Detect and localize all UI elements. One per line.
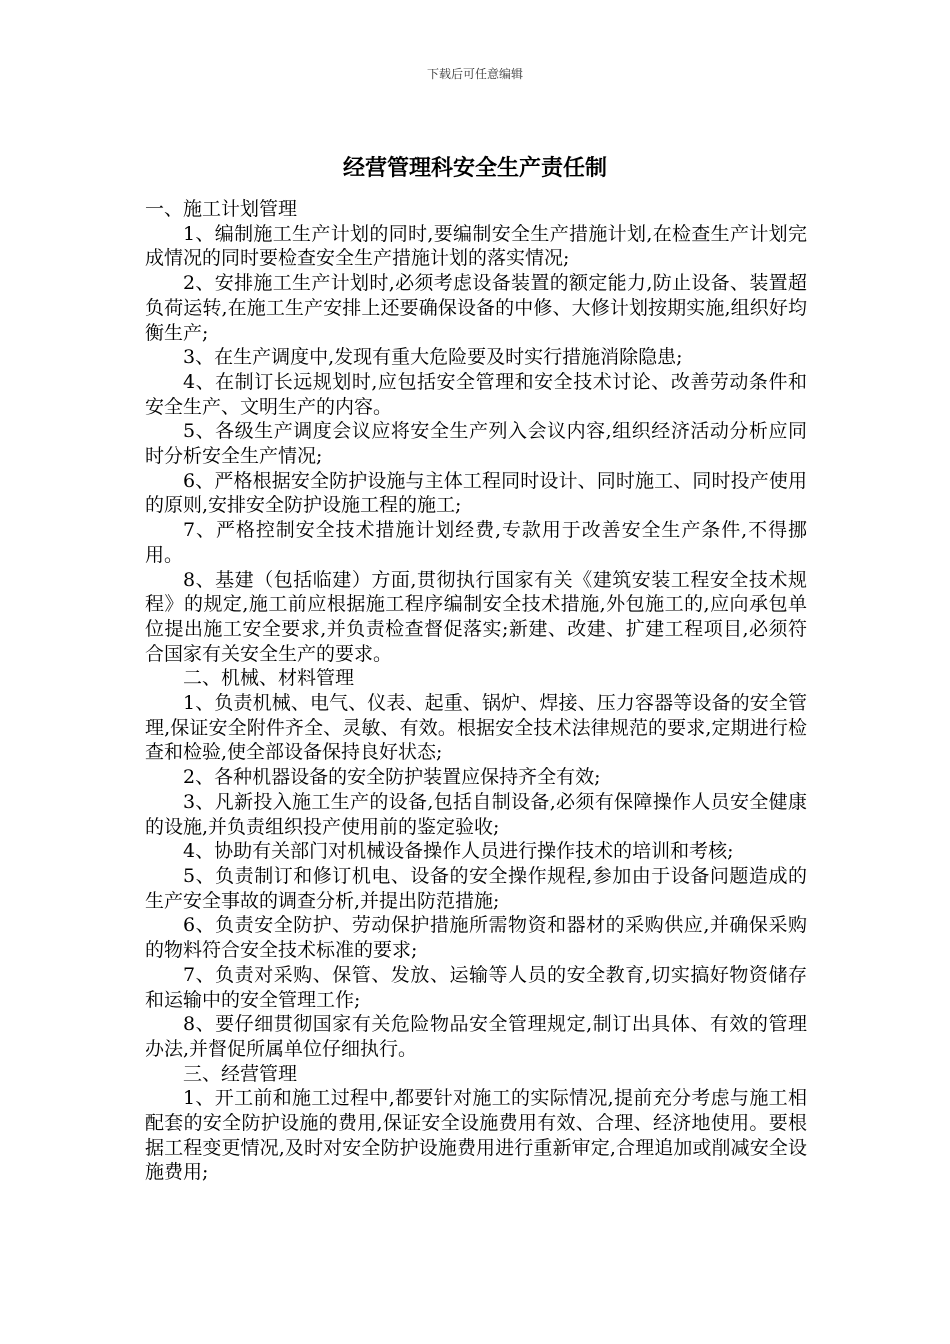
section-heading-3: 三、经营管理 — [183, 1062, 298, 1085]
section-1-item-7: 7、严格控制安全技术措施计划经费,专款用于改善安全生产条件,不得挪用。 — [145, 519, 807, 566]
section-1-item-6: 6、严格根据安全防护设施与主体工程同时设计、同时施工、同时投产使用的原则,安排安全防护设施工程的施工; — [145, 469, 807, 517]
section-2-item-5: 5、负责制订和修订机电、设备的安全操作规程,参加由于设备问题造成的生产安全事故的调查分析,并提出防范措施; — [145, 864, 807, 912]
section-3-item-1: 1、开工前和施工过程中,都要针对施工的实际情况,提前充分考虑与施工相配套的安全防护设施的费用,保证安全设施费用有效、合理、经济地使用。要根据工程变更情况,及时对安全防护设施费用进行重新审定,合理追加或削减安全设施费用; — [145, 1087, 807, 1184]
section-1-item-2: 2、安排施工生产计划时,必须考虑设备装置的额定能力,防止设备、装置超负荷运转,在施工生产安排上还要确保设备的中修、大修计划按期实施,组织好均衡生产; — [145, 272, 807, 344]
section-1-item-8: 8、基建（包括临建）方面,贯彻执行国家有关《建筑安装工程安全技术规程》的规定,施工前应根据施工程序编制安全技术措施,外包施工的,应向承包单位提出施工安全要求,并负责检查督促落实;新建、改建、扩建工程项目,必须符合国家有关安全生产的要求。 — [145, 568, 807, 665]
section-2-item-4: 4、协助有关部门对机械设备操作人员进行操作技术的培训和考核; — [183, 840, 734, 863]
section-1-item-3: 3、在生产调度中,发现有重大危险要及时实行措施消除隐患; — [183, 346, 683, 369]
document-body — [145, 197, 807, 1185]
header-note: 下载后可任意编辑 — [426, 67, 523, 81]
section-2-item-1: 1、负责机械、电气、仪表、起重、锅炉、焊接、压力容器等设备的安全管理,保证安全附件齐全、灵敏、有效。根据安全技术法律规范的要求,定期进行检查和检验,使全部设备保持良好状态; — [145, 692, 807, 764]
section-2-item-7: 7、负责对采购、保管、发放、运输等人员的安全教育,切实搞好物资储存和运输中的安全管理工作; — [145, 963, 807, 1011]
section-1-item-4: 4、在制订长远规划时,应包括安全管理和安全技术讨论、改善劳动条件和安全生产、文明生产的内容。 — [145, 370, 807, 418]
section-2-item-3: 3、凡新投入施工生产的设备,包括自制设备,必须有保障操作人员安全健康的设施,并负责组织投产使用前的鉴定验收; — [145, 790, 807, 838]
section-2-item-8: 8、要仔细贯彻国家有关危险物品安全管理规定,制订出具体、有效的管理办法,并督促所属单位仔细执行。 — [145, 1013, 807, 1060]
section-2-item-6: 6、负责安全防护、劳动保护措施所需物资和器材的采购供应,并确保采购的物料符合安全技术标准的要求; — [145, 914, 807, 962]
document-title: 经营管理科安全生产责任制 — [342, 155, 607, 181]
section-1-item-1: 1、编制施工生产计划的同时,要编制安全生产措施计划,在检查生产计划完成情况的同时要检查安全生产措施计划的落实情况; — [145, 222, 807, 270]
section-heading-1: 一、施工计划管理 — [145, 198, 298, 220]
section-1-item-5: 5、各级生产调度会议应将安全生产列入会议内容,组织经济活动分析应同时分析安全生产情况; — [145, 420, 807, 468]
section-heading-2: 二、机械、材料管理 — [183, 667, 355, 690]
section-2-item-2: 2、各种机器设备的安全防护装置应保持齐全有效; — [183, 766, 601, 789]
